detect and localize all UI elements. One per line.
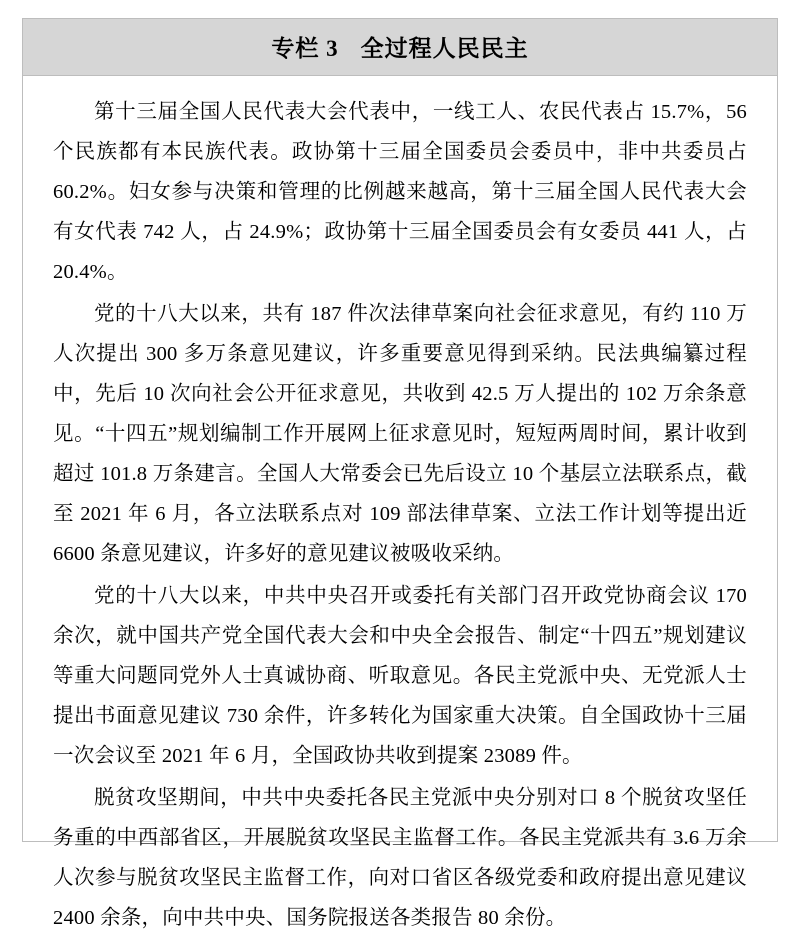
paragraph: 第十三届全国人民代表大会代表中，一线工人、农民代表占 15.7%，56 个民族都有本民族代表。政协第十三届全国委员会委员中，非中共委员占 60.2%。妇女参与决策和管理的比例越来越高，第十三届全国人民代表大会有女代表 742 人，占 24.9%；政协第十三届全国委员会有女委员 441 人，占 20.4%。	[53, 101, 747, 283]
paragraph: 党的十八大以来，共有 187 件次法律草案向社会征求意见，有约 110 万人次提出 300 多万条意见建议，许多重要意见得到采纳。民法典编纂过程中，先后 10 次向社会公开征求意见，共收到 42.5 万人提出的 102 万余条意见。“十四五”规划编制工作开展网上征求意见时，短短两周时间，累计收到超过 101.8 万条建言。全国人大常委会已先后设立 10 个基层立法联系点，截至 2021 年 6 月，各立法联系点对 109 部法律草案、立法工作计划等提出近 6600 条意见建议，许多好的意见建议被吸收采纳。	[53, 303, 747, 565]
feature-box-body	[23, 76, 777, 950]
feature-box	[22, 18, 778, 929]
paragraph: 脱贫攻坚期间，中共中央委托各民主党派中央分别对口 8 个脱贫攻坚任务重的中西部省区，开展脱贫攻坚民主监督工作。各民主党派共有 3.6 万余人次参与脱贫攻坚民主监督工作，向对口省区各级党委和政府提出意见建议 2400 余条，向中共中央、国务院报送各类报告 80 余份。	[53, 787, 747, 929]
box-label: 专栏 3	[271, 36, 339, 61]
box-title: 全过程人民民主	[360, 36, 529, 61]
page-title	[23, 30, 777, 63]
paragraph: 党的十八大以来，中共中央召开或委托有关部门召开政党协商会议 170 余次，就中国共产党全国代表大会和中央全会报告、制定“十四五”规划建议等重大问题同党外人士真诚协商、听取意见。各民主党派中央、无党派人士提出书面意见建议 730 余件，许多转化为国家重大决策。自全国政协十三届一次会议至 2021 年 6 月，全国政协共收到提案 23089 件。	[53, 585, 747, 767]
feature-box-header	[23, 19, 777, 76]
